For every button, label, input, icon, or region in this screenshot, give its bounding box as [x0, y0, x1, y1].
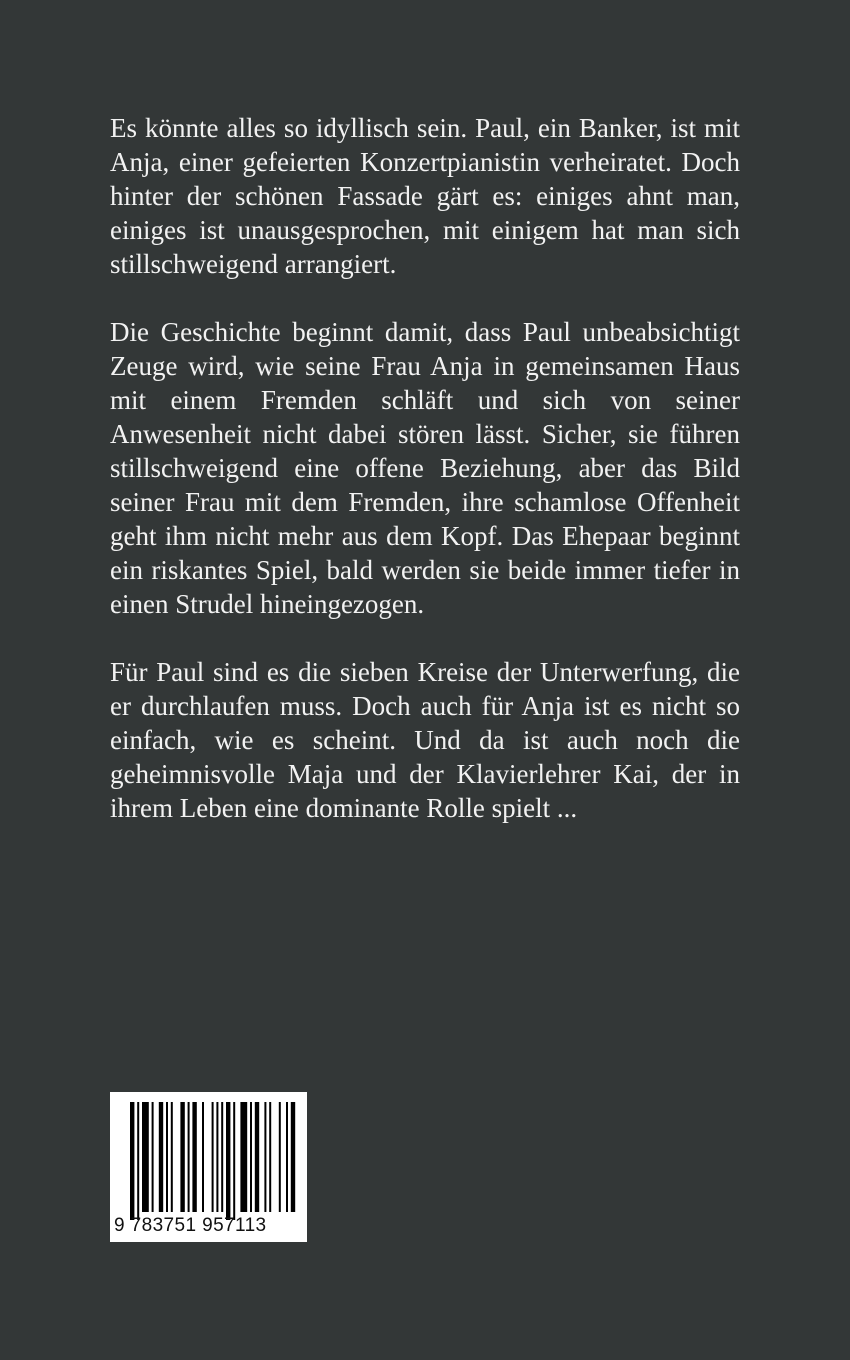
barcode-bar: [240, 1102, 247, 1212]
barcode-bar: [221, 1102, 223, 1212]
barcode-bar: [264, 1102, 266, 1212]
isbn-digits: 9 783751 957113: [114, 1215, 267, 1236]
barcode-bar: [152, 1102, 154, 1212]
barcode-bar: [192, 1102, 196, 1212]
barcode-bar: [226, 1102, 230, 1220]
blurb-paragraph-3: Für Paul sind es die sieben Kreise der Unterwerfung, die er durchlaufen muss. Doch auch für Anja ist es nicht so einfach, wie es scheint. Und da ist auch noch die geheimnisvolle Maja und der Klavierlehrer Kai, der in ihrem Leben eine dominante Rolle spielt ...: [110, 657, 740, 823]
barcode-bar: [233, 1102, 235, 1220]
barcode-bar: [255, 1102, 259, 1212]
barcode-bar: [269, 1102, 271, 1212]
barcode-bar: [137, 1102, 139, 1220]
barcode-bar: [171, 1102, 173, 1212]
barcode-bar: [166, 1102, 168, 1212]
barcode-bar: [286, 1102, 288, 1212]
barcode-bar: [216, 1102, 218, 1212]
barcode-bar: [142, 1102, 149, 1212]
blurb-text: [110, 111, 740, 859]
blurb-paragraph-1: Es könnte alles so idyllisch sein. Paul, ein Banker, ist mit Anja, einer gefeierten Konzertpianistin verheiratet. Doch hinter der schönen Fassade gärt es: einiges ahnt man, einiges ist unausgesprochen, mit einigem hat man sich stillschweigend arrangiert.: [110, 113, 740, 279]
barcode-bar: [212, 1102, 214, 1212]
barcode-bar: [159, 1102, 163, 1212]
isbn-barcode: [110, 1092, 307, 1242]
barcode-bar: [130, 1102, 134, 1220]
barcode-bar: [250, 1102, 252, 1212]
barcode-bar: [180, 1102, 184, 1212]
barcode-bar: [202, 1102, 204, 1212]
blurb-paragraph-2: Die Geschichte beginnt damit, dass Paul unbeabsichtigt Zeuge wird, wie seine Frau Anja in gemeinsamen Haus mit einem Fremden schläft und sich von seiner Anwesenheit nicht dabei stören lässt. Sicher, sie führen stillschweigend eine offene Beziehung, aber das Bild seiner Frau mit dem Fremden, ihre schamlose Offenheit geht ihm nicht mehr aus dem Kopf. Das Ehepaar beginnt ein riskantes Spiel, bald werden sie beide immer tiefer in einen Strudel hineingezogen.: [110, 317, 740, 619]
barcode-bar: [291, 1102, 295, 1212]
barcode-bar: [188, 1102, 190, 1212]
barcode-bar: [279, 1102, 281, 1212]
